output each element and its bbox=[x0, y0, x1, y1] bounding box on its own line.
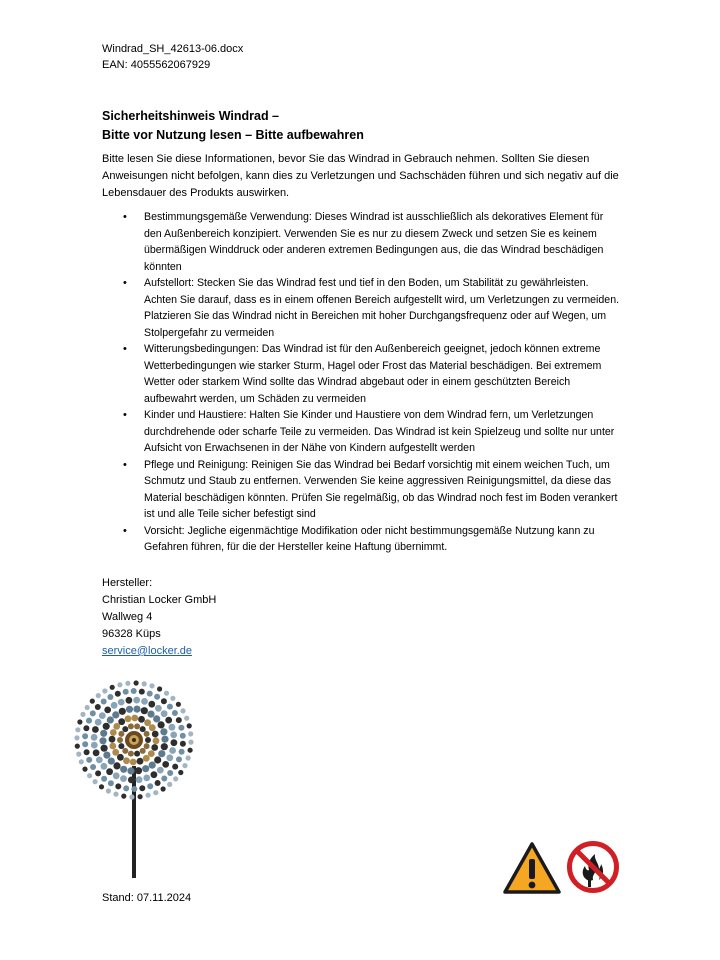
windmill-blade-dot bbox=[138, 794, 143, 799]
windmill-blade-dot bbox=[91, 742, 98, 749]
windmill-blade-dot bbox=[86, 757, 92, 763]
windmill-blade-dot bbox=[147, 691, 153, 697]
windmill-blade-dot bbox=[108, 780, 114, 786]
windmill-blade-dot bbox=[99, 712, 106, 719]
safety-list bbox=[102, 209, 622, 556]
windmill-blade-dot bbox=[167, 704, 173, 710]
windmill-blade-dot bbox=[113, 772, 120, 779]
list-item-text: Pflege und Reinigung: Reinigen Sie das Windrad bei Bedarf vorsichtig mit einem weichen Tuch, um Schmutz und Staub zu entfernen. Verwenden Sie keine aggressiven Reinigungsmittel, da diese das Material beschädigen könnten. Prüfen Sie regelmäßig, ob das Windrad noch fest im Boden verankert ist und alle Teile sicher befestigt sind bbox=[144, 458, 618, 520]
windmill-blade-dot bbox=[87, 773, 92, 778]
windmill-blade-dot bbox=[110, 685, 115, 690]
windmill-blade-dot bbox=[118, 731, 124, 737]
bullet-icon: • bbox=[123, 409, 127, 421]
windmill-blade-dot bbox=[164, 691, 169, 696]
windmill-blade-dot bbox=[149, 724, 156, 731]
windmill-blade-dot bbox=[139, 785, 145, 791]
windmill-blade-dot bbox=[112, 749, 119, 756]
windmill-blade-dot bbox=[135, 767, 142, 774]
windmill-blade-dot bbox=[173, 776, 178, 781]
windmill-blade-dot bbox=[141, 707, 148, 714]
windmill-blade-dot bbox=[82, 733, 88, 739]
windmill-blade-dot bbox=[134, 751, 140, 757]
windmill-blade-dot bbox=[182, 763, 187, 768]
windmill-blade-dot bbox=[153, 715, 160, 722]
windmill-blade-dot bbox=[180, 708, 185, 713]
windmill-blade-dot bbox=[82, 767, 87, 772]
windmill-blade-dot bbox=[166, 754, 173, 761]
windmill-blade-dot bbox=[102, 688, 107, 693]
windmill-blade-dot bbox=[103, 723, 110, 730]
windmill-blade-dot bbox=[122, 748, 128, 754]
windmill-blade-dot bbox=[161, 743, 168, 750]
windmill-blade-dot bbox=[172, 764, 178, 770]
windmill-blade-dot bbox=[131, 715, 138, 722]
windmill-blade-dot bbox=[122, 726, 128, 732]
windmill-blade-dot bbox=[99, 737, 106, 744]
windmill-blade-dot bbox=[151, 744, 158, 751]
windmill-blade-dot bbox=[86, 718, 92, 724]
windmill-blade-dot bbox=[118, 699, 125, 706]
windmill-blade-dot bbox=[154, 756, 161, 763]
windmill-blade-dot bbox=[119, 708, 126, 715]
windmill-blade-dot bbox=[80, 712, 85, 717]
windmill-blade-dot bbox=[123, 785, 129, 791]
list-item-text: Witterungsbedingungen: Das Windrad ist für den Außenbereich geeignet, jedoch können extreme Wetterbedingungen wie starker Sturm, Hagel oder Frost das Material beschädigen. Bei extremem Wetter oder starkem Wind sollte das Windrad abgebaut oder in einem geschützten Bereich aufbewahrt werden, um Schäden zu vermeiden bbox=[144, 343, 602, 405]
windmill-blade-dot bbox=[161, 786, 166, 791]
windmill-blade-dot bbox=[126, 697, 133, 704]
windmill-blade-dot bbox=[134, 723, 140, 729]
windmill-blade-dot bbox=[106, 768, 113, 775]
windmill-blade-dot bbox=[125, 681, 130, 686]
windmill-blade-dot bbox=[109, 743, 116, 750]
windmill-blade-dot bbox=[92, 726, 99, 733]
windmill-blade-dot bbox=[133, 697, 140, 704]
windmill-blade-dot bbox=[93, 779, 98, 784]
windmill-blade-dot bbox=[115, 783, 121, 789]
windmill-blade-dot bbox=[109, 736, 116, 743]
windmill-blade-dot bbox=[79, 759, 84, 764]
windmill-blade-dot bbox=[113, 792, 118, 797]
windmill-blade-dot bbox=[171, 739, 178, 746]
windmill-blade-dot bbox=[95, 704, 101, 710]
windmill-blade-dot bbox=[101, 745, 108, 752]
windmill-blade-dot bbox=[160, 728, 167, 735]
windmill-blade-dot bbox=[147, 783, 153, 789]
windmill-blade-dot bbox=[140, 748, 146, 754]
windmill-blade-dot bbox=[158, 721, 165, 728]
windmill-blade-dot bbox=[188, 731, 193, 736]
windmill-blade-dot bbox=[113, 723, 120, 730]
windmill-blade-dot bbox=[134, 680, 139, 685]
bullet-icon: • bbox=[123, 524, 127, 537]
windmill-blade-dot bbox=[146, 793, 151, 798]
windmill-blade-dot bbox=[184, 716, 189, 721]
windmill-blade-dot bbox=[157, 686, 162, 691]
list-item-text: Bestimmungsgemäße Verwendung: Dieses Windrad ist ausschließlich als dekoratives Element für den Außenbereich konzipiert. Verwenden Sie es nur zu diesem Zweck und setzen Sie es keinem übermäßigen Winddruck oder anderen extremen Bedingungen aus, die das Windrad beschädigen könnten bbox=[144, 211, 604, 273]
windmill-blade-dot bbox=[107, 694, 113, 700]
windmill-blade-dot bbox=[145, 737, 151, 743]
windmill-blade-dot bbox=[176, 702, 181, 707]
windmill-blade-dot bbox=[101, 776, 107, 782]
list-item bbox=[102, 209, 622, 275]
windmill-blade-dot bbox=[118, 718, 125, 725]
windmill-blade-dot bbox=[167, 782, 172, 787]
windmill-blade-dot bbox=[96, 693, 101, 698]
windmill-blade-dot bbox=[120, 775, 127, 782]
windmill-blade-dot bbox=[115, 691, 121, 697]
windmill-blade-dot bbox=[162, 761, 169, 768]
title-line-2: Bitte vor Nutzung lesen – Bitte aufbewahren bbox=[102, 128, 364, 142]
windmill-blade-dot bbox=[82, 741, 88, 747]
windmill-blade-dot bbox=[179, 749, 185, 755]
windmill-blade-dot bbox=[144, 731, 150, 737]
windmill-blade-dot bbox=[161, 710, 168, 717]
bullet-icon: • bbox=[123, 211, 127, 223]
windmill-blade-dot bbox=[176, 756, 182, 762]
windmill-blade-dot bbox=[128, 723, 134, 729]
email-link[interactable]: service@locker.de bbox=[102, 645, 193, 657]
windmill-blade-dot bbox=[137, 758, 144, 765]
windmill-blade-dot bbox=[149, 762, 156, 769]
windmill-blade-dot bbox=[180, 733, 186, 739]
windmill-blade-dot bbox=[143, 775, 150, 782]
windmill-blade-dot bbox=[161, 736, 168, 743]
windmill-blade-dot bbox=[161, 776, 167, 782]
windmill-blade-dot bbox=[155, 780, 161, 786]
list-item-text: Vorsicht: Jegliche eigenmächtige Modifikation oder nicht bestimmungsgemäße Nutzung kann zu Gefahren führen, für die der Hersteller keine Haftung übernimmt. bbox=[144, 524, 595, 553]
windmill-blade-dot bbox=[104, 707, 111, 714]
windmill-blade-dot bbox=[128, 777, 135, 784]
windmill-blade-dot bbox=[90, 710, 96, 716]
windmill-blade-dot bbox=[112, 711, 119, 718]
windmill-blade-dot bbox=[138, 716, 145, 723]
windmill-blade-dot bbox=[76, 752, 81, 757]
manufacturer-company: Christian Locker GmbH bbox=[102, 594, 217, 606]
windmill-blade-dot bbox=[161, 698, 167, 704]
list-item bbox=[102, 457, 622, 523]
windmill-blade-dot bbox=[111, 702, 118, 709]
manufacturer-city: 96328 Küps bbox=[102, 628, 161, 640]
intro-paragraph: Bitte lesen Sie diese Informationen, bevor Sie das Windrad in Gebrauch nehmen. Sollten Sie diesen Anweisungen nicht befolgen, kann dies zu Verletzungen und Sachschäden führen und sich negativ auf die Lebensdauer des Produkts auswirken. bbox=[102, 153, 619, 199]
windmill-blade-dot bbox=[99, 784, 104, 789]
windmill-blade-dot bbox=[180, 741, 186, 747]
windmill-blade-dot bbox=[75, 744, 80, 749]
windmill-blade-dot bbox=[142, 765, 149, 772]
windmill-blade-dot bbox=[178, 725, 184, 731]
windmill-blade-dot bbox=[133, 706, 140, 713]
windmill-blade-dot bbox=[143, 755, 150, 762]
windmill-blade-dot bbox=[169, 724, 176, 731]
ean-text: EAN: 4055562067929 bbox=[102, 59, 211, 71]
title-line-1: Sicherheitshinweis Windrad – bbox=[102, 109, 280, 123]
windmill-blade-dot bbox=[130, 759, 137, 766]
manufacturer-label: Hersteller: bbox=[102, 577, 153, 589]
windmill-blade-dot bbox=[165, 717, 172, 724]
windmill-blade-dot bbox=[101, 763, 108, 770]
no-open-flame-icon bbox=[566, 840, 620, 894]
windmill-blade-dot bbox=[158, 750, 165, 757]
windmill-blade-dot bbox=[75, 727, 80, 732]
windmill-blade-dot bbox=[178, 770, 183, 775]
bullet-icon: • bbox=[123, 458, 127, 471]
windmill-blade-dot bbox=[131, 786, 137, 792]
windmill-blade-dot bbox=[90, 764, 96, 770]
windmill-blade-dot bbox=[131, 688, 137, 694]
windmill-blade-dot bbox=[83, 725, 89, 731]
page-title bbox=[102, 107, 364, 145]
windmill-blade-dot bbox=[167, 770, 173, 776]
list-item bbox=[102, 275, 622, 341]
windmill-blade-dot bbox=[170, 696, 175, 701]
windmill-blade-dot bbox=[148, 750, 155, 757]
list-item bbox=[102, 407, 622, 457]
windmill-blade-dot bbox=[142, 681, 147, 686]
windmill-blade-dot bbox=[117, 737, 123, 743]
windmill-blade-dot bbox=[121, 794, 126, 799]
windmill-blade-dot bbox=[154, 694, 160, 700]
windmill-blade-dot bbox=[176, 717, 182, 723]
windmill-blade-dot bbox=[91, 734, 98, 741]
windmill-blade-dot bbox=[93, 749, 100, 756]
windmill-blade-dot bbox=[113, 762, 120, 769]
windmill-blade-dot bbox=[136, 776, 143, 783]
windmill-blade-dot bbox=[147, 711, 154, 718]
document-meta bbox=[102, 41, 243, 73]
windmill-blade-dot bbox=[128, 751, 134, 757]
windmill-blade-dot bbox=[144, 743, 150, 749]
windmill-blade-dot bbox=[152, 731, 159, 738]
windmill-blade-dot bbox=[95, 770, 101, 776]
windmill-blade-dot bbox=[151, 771, 158, 778]
filename-text: Windrad_SH_42613-06.docx bbox=[102, 43, 244, 55]
windmill-blade-dot bbox=[85, 705, 90, 710]
stand-date: Stand: 07.11.2024 bbox=[102, 892, 192, 904]
windmill-blade-dot bbox=[117, 682, 122, 687]
windmill-blade-dot bbox=[141, 698, 148, 705]
windmill-blade-dot bbox=[107, 716, 114, 723]
list-item bbox=[102, 523, 622, 556]
windmill-blade-dot bbox=[117, 754, 124, 761]
windmill-blade-dot bbox=[127, 767, 134, 774]
manufacturer-block bbox=[102, 575, 216, 660]
list-item-text: Aufstellort: Stecken Sie das Windrad fest und tief in den Boden, um Stabilität zu gewährleisten. Achten Sie darauf, dass es in einem offenen Bereich aufgestellt wird, um Verletzungen zu vermeiden. Platzieren Sie das Windrad nicht in Bereichen mit hoher Durchgangsfrequenz oder auf Wegen, um Stolpergefahr zu vermeiden bbox=[144, 277, 620, 339]
windmill-blade-dot bbox=[140, 726, 146, 732]
windmill-blade-dot bbox=[153, 737, 160, 744]
windmill-blade-dot bbox=[108, 758, 115, 765]
bullet-icon: • bbox=[123, 343, 127, 355]
windmill-blade-dot bbox=[120, 766, 127, 773]
windmill-blade-dot bbox=[129, 794, 134, 799]
windmill-blade-dot bbox=[123, 757, 130, 764]
windmill-blade-dot bbox=[170, 732, 177, 739]
windmill-blade-dot bbox=[118, 743, 124, 749]
windmill-blade-dot bbox=[74, 735, 79, 740]
windmill-blade-dot bbox=[187, 723, 192, 728]
list-item-text: Kinder und Haustiere: Halten Sie Kinder und Haustiere von dem Windrad fern, um Verletzungen durchdrehende oder scharfe Teile zu vermeiden. Das Windrad ist kein Spielzeug und sollte nur unter Aufsicht von Erwachsenen in der Nähe von Kindern aufgestellt werden bbox=[144, 409, 615, 454]
windmill-blade-dot bbox=[101, 699, 107, 705]
windmill-blade-dot bbox=[103, 752, 110, 759]
windmill-blade-dot bbox=[153, 790, 158, 795]
windmill-blade-dot bbox=[100, 730, 107, 737]
windmill-blade-dot bbox=[149, 683, 154, 688]
windmill-blade-dot bbox=[123, 689, 129, 695]
windmill-blade-dot bbox=[95, 719, 102, 726]
bullet-icon: • bbox=[123, 277, 127, 289]
list-item bbox=[102, 341, 622, 407]
windmill-blade-dot bbox=[172, 710, 178, 716]
windmill-blade-dot bbox=[139, 689, 145, 695]
windmill-blade-dot bbox=[157, 767, 164, 774]
windmill-blade-dot bbox=[96, 757, 103, 764]
windmill-blade-dot bbox=[169, 747, 176, 754]
windmill-blade-dot bbox=[126, 706, 133, 713]
windmill-blade-dot bbox=[155, 705, 162, 712]
windmill-blade-dot bbox=[188, 740, 193, 745]
windmill-blade-dot bbox=[110, 729, 117, 736]
windmill-blade-dot bbox=[90, 699, 95, 704]
manufacturer-street: Wallweg 4 bbox=[102, 611, 153, 623]
windmill-blade-dot bbox=[188, 748, 193, 753]
windmill-blade-dot bbox=[106, 788, 111, 793]
windmill-blade-dot bbox=[186, 755, 191, 760]
windmill-blade-dot bbox=[148, 701, 155, 708]
windmill-blade-dot bbox=[77, 719, 82, 724]
windmill-image bbox=[68, 678, 200, 880]
windmill-blade-dot bbox=[125, 715, 132, 722]
windmill-blade-dot bbox=[84, 749, 90, 755]
windmill-blade-dot bbox=[144, 719, 151, 726]
warning-triangle-icon bbox=[502, 841, 562, 895]
